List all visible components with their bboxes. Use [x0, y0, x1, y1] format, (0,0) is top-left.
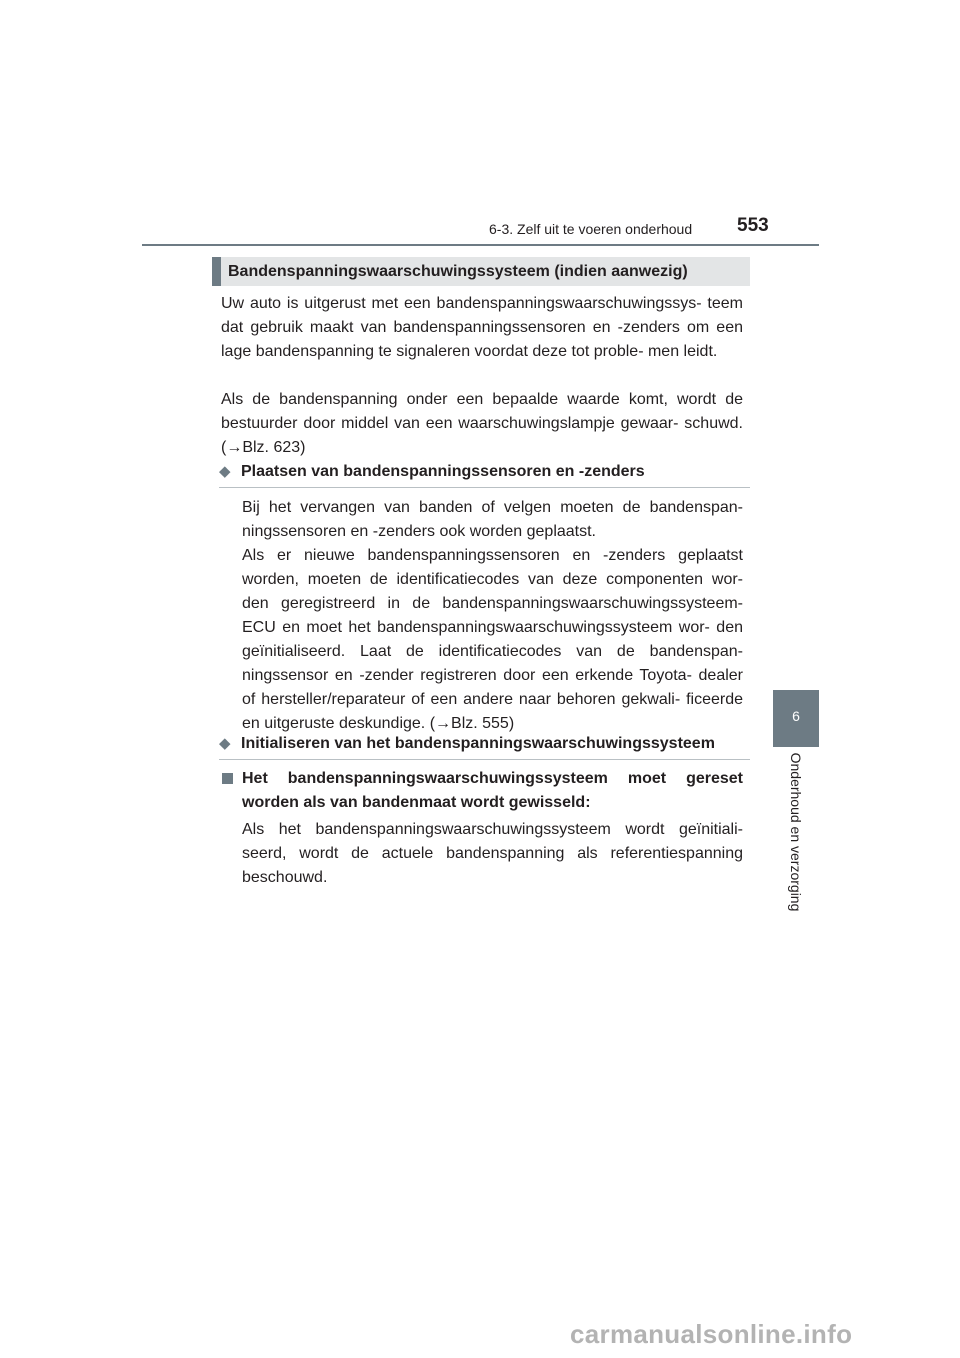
note-block — [222, 767, 743, 815]
subheading-initialization — [219, 733, 750, 760]
subheading-placement — [219, 461, 750, 488]
subheading-placement-text: Plaatsen van bandenspanningssensoren en -zenders — [241, 463, 645, 480]
square-bullet-icon — [222, 773, 233, 784]
section-title: Bandenspanningswaarschuwingssysteem (indien aanwezig) — [212, 257, 750, 286]
watermark: carmanualsonline.info — [570, 1319, 853, 1349]
warning-paragraph: Als de bandenspanning onder een bepaalde waarde komt, wordt de bestuurder door middel van een waarschuwingslampje gewaar- schuwd. (→Blz. 623) — [221, 391, 743, 456]
replace-paragraph: Bij het vervangen van banden of velgen moeten de bandenspan- ningssensoren en -zenders ook worden geplaatst. — [242, 499, 743, 540]
subheading-initialization-text: Initialiseren van het bandenspanningswaarschuwingssysteem — [241, 735, 715, 752]
header-divider — [142, 244, 819, 246]
diamond-bullet-icon: ◆ — [219, 463, 231, 480]
page-number: 553 — [737, 215, 769, 236]
chapter-tab-number: 6 — [792, 708, 800, 724]
reset-paragraph: Als het bandenspanningswaarschuwingssysteem wordt geïnitiali- seerd, wordt de actuele bandenspanning als referentiespanning beschouwd. — [242, 821, 743, 886]
register-paragraph: Als er nieuwe bandenspanningssensoren en -zenders geplaatst worden, moeten de identificatiecodes van deze componenten wor- den geregistreerd in de bandenspanningswaarschuwingssysteem- ECU en moet het bandenspanningswaarschuwingssysteem wor- den geïnitialiseerd. Laat de identificatiecodes van de bandenspan- ningssensor en -zender registreren door een erkende Toyota- dealer of hersteller/reparateur of een andere naar behoren gekwali- ficeerde en uitgeruste deskundige. (→Blz. 555) — [242, 547, 743, 732]
chapter-tab — [773, 690, 819, 747]
intro-paragraph: Uw auto is uitgerust met een bandenspanningswaarschuwingssys- teem dat gebruik maakt van bandenspanningssensoren en -zenders om een lage bandenspanning te signaleren voordat deze tot proble- men leidt. — [221, 295, 743, 360]
diamond-bullet-icon: ◆ — [219, 735, 231, 752]
chapter-tab-label: Onderhoud en verzorging — [788, 752, 804, 912]
note-heading: Het bandenspanningswaarschuwingssysteem moet gereset worden als van bandenmaat wordt gewisseld: — [242, 770, 743, 811]
header-section-title: 6-3. Zelf uit te voeren onderhoud — [489, 221, 693, 237]
